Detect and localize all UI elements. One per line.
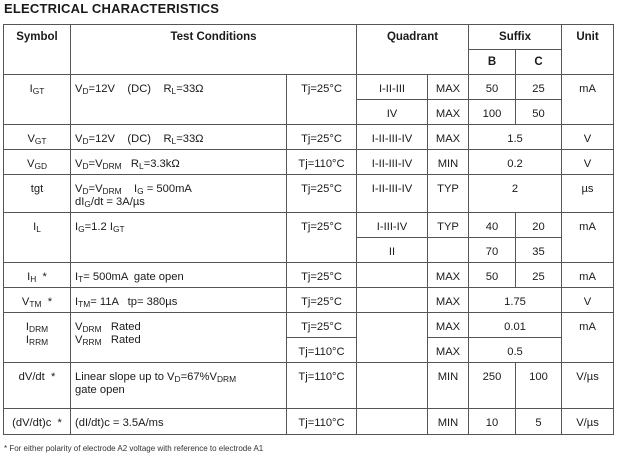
- type-cell: MIN: [428, 363, 469, 409]
- symbol-cell: $I_L$: [4, 213, 71, 263]
- type-cell: MIN: [428, 150, 469, 175]
- quadrant-cell: [357, 409, 428, 435]
- header-symbol: Symbol: [4, 25, 71, 75]
- value-b-cell: 10: [469, 409, 516, 435]
- symbol-cell: $I_{GT}$: [4, 75, 71, 125]
- quadrant-cell: IV: [357, 100, 428, 125]
- type-cell: MAX: [428, 263, 469, 288]
- tj-cell: Tj=110°C: [287, 409, 357, 435]
- value-c-cell: 5: [516, 409, 562, 435]
- value-cell: 2: [469, 175, 562, 213]
- asterisk-mark: *: [57, 417, 62, 429]
- value-c-cell: 25: [516, 75, 562, 100]
- tj-cell: Tj=110°C: [287, 338, 357, 363]
- table-row: [4, 175, 614, 213]
- value-c-cell: 35: [516, 238, 562, 263]
- unit-cell: V: [562, 150, 614, 175]
- tj-cell: Tj=25°C: [287, 213, 357, 263]
- tj-cell: Tj=110°C: [287, 363, 357, 409]
- quadrant-cell: [357, 363, 428, 409]
- table-row: [4, 409, 614, 435]
- symbol-cell: $V_{GT}$: [4, 125, 71, 150]
- quadrant-cell: I-II-III-IV: [357, 150, 428, 175]
- type-cell: TYP: [428, 213, 469, 238]
- table-row: [4, 213, 614, 238]
- quadrant-cell: II: [357, 238, 428, 263]
- tj-cell: Tj=25°C: [287, 75, 357, 125]
- quadrant-cell: I-II-III-IV: [357, 175, 428, 213]
- tj-cell: Tj=25°C: [287, 313, 357, 338]
- value-cell: 0.2: [469, 150, 562, 175]
- unit-cell: mA: [562, 313, 614, 363]
- header-suffix-b: B: [469, 50, 516, 75]
- tj-cell: Tj=110°C: [287, 150, 357, 175]
- table-row: [4, 263, 614, 288]
- test-condition-cell: (dI/dt)c = 3.5A/ms: [71, 409, 287, 435]
- tj-cell: Tj=25°C: [287, 263, 357, 288]
- value-c-cell: 100: [516, 363, 562, 409]
- header-test-conditions: Test Conditions: [71, 25, 357, 75]
- type-cell: MAX: [428, 100, 469, 125]
- unit-cell: V: [562, 288, 614, 313]
- value-b-cell: 70: [469, 238, 516, 263]
- value-cell: 0.01: [469, 313, 562, 338]
- unit-cell: mA: [562, 75, 614, 125]
- header-quadrant: Quadrant: [357, 25, 469, 75]
- test-condition-cell: $I_G=1.2$ $I_{GT}$: [71, 213, 287, 263]
- unit-cell: V/µs: [562, 409, 614, 435]
- type-cell: MAX: [428, 313, 469, 338]
- asterisk-mark: *: [50, 371, 56, 383]
- value-b-cell: 250: [469, 363, 516, 409]
- table-row: [4, 363, 614, 409]
- value-c-cell: 25: [516, 263, 562, 288]
- symbol-cell: tgt: [4, 175, 71, 213]
- type-cell: MAX: [428, 288, 469, 313]
- test-condition-cell: $V_D=V_{DRM}$ $I_G = 500mA$ $dI_G/dt = 3A/\mu s$: [71, 175, 287, 213]
- unit-cell: V: [562, 125, 614, 150]
- test-condition-cell: $V_D=12V$ (DC) $R_L=33\Omega$: [71, 75, 287, 125]
- test-condition-cell: Linear slope up to $V_D=67\%V_{DRM}$ gate open: [71, 363, 287, 409]
- quadrant-cell: [357, 263, 428, 288]
- asterisk-mark: *: [47, 296, 53, 308]
- tj-cell: Tj=25°C: [287, 175, 357, 213]
- table-row: [4, 313, 614, 338]
- type-cell: MIN: [428, 409, 469, 435]
- type-cell: MAX: [428, 338, 469, 363]
- symbol-cell: $I_{DRM}$ $I_{RRM}$: [4, 313, 71, 363]
- header-unit: Unit: [562, 25, 614, 75]
- symbol-cell: $I_H$ *: [4, 263, 71, 288]
- footnote: * For either polarity of electrode A2 voltage with reference to electrode A1: [4, 444, 264, 453]
- unit-cell: mA: [562, 213, 614, 263]
- value-c-cell: 50: [516, 100, 562, 125]
- value-cell: 1.5: [469, 125, 562, 150]
- quadrant-cell: I-II-III: [357, 75, 428, 100]
- table-row: [4, 150, 614, 175]
- symbol-cell: (dV/dt)c *: [4, 409, 71, 435]
- section-title: ELECTRICAL CHARACTERISTICS: [4, 1, 220, 16]
- asterisk-mark: *: [42, 271, 47, 283]
- value-cell: 0.5: [469, 338, 562, 363]
- value-b-cell: 50: [469, 263, 516, 288]
- symbol-cell: dV/dt *: [4, 363, 71, 409]
- unit-cell: mA: [562, 263, 614, 288]
- type-cell: MAX: [428, 125, 469, 150]
- symbol-cell: $V_{TM}$ *: [4, 288, 71, 313]
- quadrant-cell: [357, 313, 428, 363]
- value-c-cell: 20: [516, 213, 562, 238]
- test-condition-cell: $I_T= 500mA$ gate open: [71, 263, 287, 288]
- header-suffix: Suffix: [469, 25, 562, 50]
- table-row: [4, 288, 614, 313]
- quadrant-cell: I-III-IV: [357, 213, 428, 238]
- electrical-characteristics-table: [3, 24, 614, 435]
- quadrant-cell: [357, 288, 428, 313]
- value-b-cell: 40: [469, 213, 516, 238]
- tj-cell: Tj=25°C: [287, 288, 357, 313]
- value-b-cell: 100: [469, 100, 516, 125]
- header-suffix-c: C: [516, 50, 562, 75]
- value-b-cell: 50: [469, 75, 516, 100]
- test-condition-cell: $V_D=V_{DRM}$ $R_L=3.3k\Omega$: [71, 150, 287, 175]
- table-row: [4, 75, 614, 100]
- test-condition-cell: $V_D=12V$ (DC) $R_L=33\Omega$: [71, 125, 287, 150]
- unit-cell: V/µs: [562, 363, 614, 409]
- type-cell: [428, 238, 469, 263]
- symbol-cell: $V_{GD}$: [4, 150, 71, 175]
- value-cell: 1.75: [469, 288, 562, 313]
- type-cell: MAX: [428, 75, 469, 100]
- table-row: [4, 125, 614, 150]
- type-cell: TYP: [428, 175, 469, 213]
- tj-cell: Tj=25°C: [287, 125, 357, 150]
- test-condition-cell: $V_{DRM}$ Rated $V_{RRM}$ Rated: [71, 313, 287, 363]
- test-condition-cell: $I_{TM}= 11A$ tp= 380µs: [71, 288, 287, 313]
- header-row: [4, 25, 614, 50]
- unit-cell: µs: [562, 175, 614, 213]
- quadrant-cell: I-II-III-IV: [357, 125, 428, 150]
